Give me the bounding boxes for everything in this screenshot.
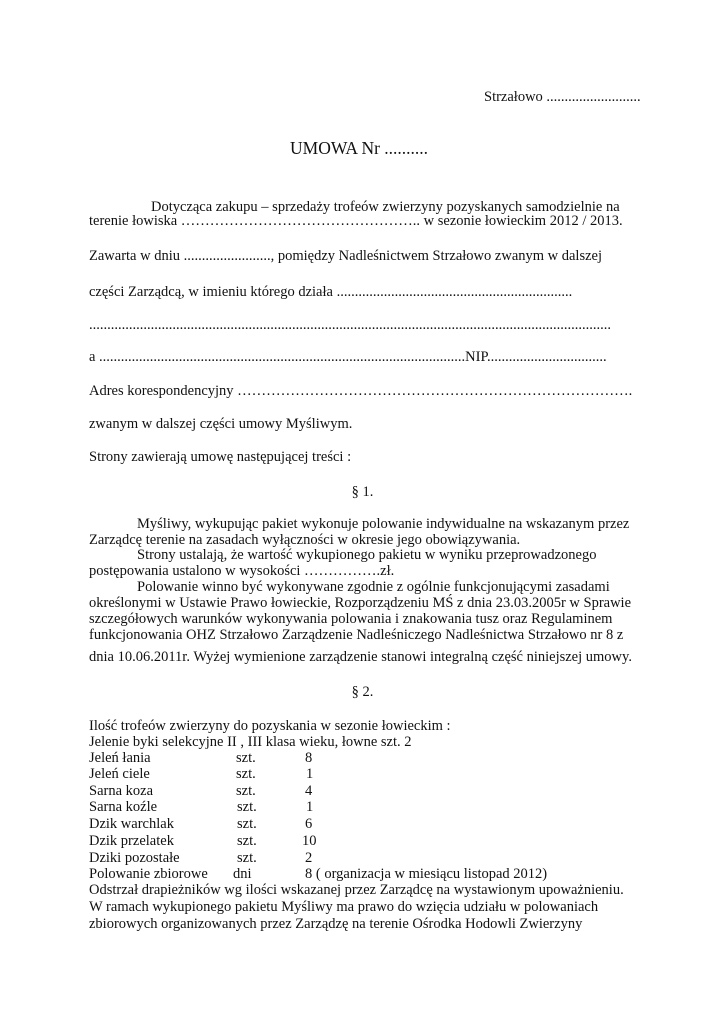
trophy-name: Dzik przelatek — [89, 833, 174, 849]
trophy-intro: Ilość trofeów zwierzyny do pozyskania w sezonie łowieckim : — [89, 718, 451, 734]
trophy-unit: szt. — [236, 750, 256, 766]
trophy-qty: 8 — [305, 750, 313, 766]
trophy-unit: dni — [233, 866, 252, 882]
trophy-qty: 8 ( organizacja w miesiącu listopad 2012) — [305, 866, 548, 882]
section-1-line: określonymi w Ustawie Prawo łowieckie, Rozporządzeniu MŚ z dnia 23.03.2005r w Sprawie — [89, 595, 632, 611]
hunter-definition: zwanym w dalszej części umowy Myśliwym. — [89, 416, 353, 432]
trophy-name: Polowanie zbiorowe — [89, 866, 208, 882]
closing-line: Odstrzał drapieżników wg ilości wskazanej przez Zarządcę na wystawionym upoważnieniu. — [89, 882, 624, 898]
trophy-unit: szt. — [237, 850, 257, 866]
trophy-name: Sarna koza — [89, 783, 154, 799]
section-1-line: postępowania ustalono w wysokości …………….zł. — [89, 563, 395, 579]
trophy-qty: 1 — [306, 799, 314, 815]
trophy-unit: szt. — [237, 816, 257, 832]
intro-line-2: terenie łowiska ………………………………………….. w sezonie łowieckim 2012 / 2013. — [89, 213, 623, 229]
closing-line: zbiorowych organizowanych przez Zarządzę na terenie Ośrodka Hodowli Zwierzyny — [89, 916, 583, 932]
address-line: Adres korespondencyjny ………………………………………………………………………. — [89, 383, 633, 399]
trophy-name: Jeleń łania — [89, 750, 151, 766]
trophy-name: Dziki pozostałe — [89, 850, 180, 866]
section-1-line: Zarządcę terenie na zasadach wyłączności w okresie jego obowiązywania. — [89, 532, 521, 548]
section-1-line: dnia 10.06.2011r. Wyżej wymienione zarządzenie stanowi integralną część niniejszej umowy. — [89, 649, 632, 665]
section-1-line: Myśliwy, wykupując pakiet wykonuje polowanie indywidualne na wskazanym przez — [137, 516, 630, 532]
section-1-line: Polowanie winno być wykonywane zgodnie z ogólnie funkcjonującymi zasadami — [137, 579, 610, 595]
document-title: UMOWA Nr .......... — [290, 138, 429, 158]
trophy-qty: 1 — [306, 766, 314, 782]
trophy-qty: 6 — [305, 816, 313, 832]
trophy-unit: szt. — [237, 833, 257, 849]
section-1-line: Strony ustalają, że wartość wykupionego pakietu w wyniku przeprowadzonego — [137, 547, 597, 563]
parties-line-4: a .....................................................................................................NIP................................. — [89, 349, 607, 365]
parties-line-1: Zawarta w dniu ........................, pomiędzy Nadleśnictwem Strzałowo zwanym w dalszej — [89, 248, 603, 264]
parties-line-2: części Zarządcą, w imieniu którego działa ................................................................. — [89, 284, 573, 300]
trophy-name: Sarna koźle — [89, 799, 158, 815]
trophy-first-row: Jelenie byki selekcyjne II , III klasa wieku, łowne szt. 2 — [89, 734, 412, 750]
section-2-heading: § 2. — [351, 684, 374, 700]
section-1-line: szczegółowych warunków wykonywania polowania i znakowania tusz oraz Regulaminem — [89, 611, 613, 627]
trophy-name: Jeleń ciele — [89, 766, 150, 782]
intro-line-1: Dotycząca zakupu – sprzedaży trofeów zwierzyny pozyskanych samodzielnie na — [151, 199, 620, 215]
trophy-qty: 2 — [305, 850, 313, 866]
trophy-qty: 10 — [302, 833, 317, 849]
trophy-unit: szt. — [236, 766, 256, 782]
section-1-line: funkcjonowania OHZ Strzałowo Zarządzenie Nadleśniczego Nadleśnictwa Strzałowo nr 8 z — [89, 627, 624, 643]
parties-agreement: Strony zawierają umowę następującej treści : — [89, 449, 352, 465]
trophy-name: Dzik warchlak — [89, 816, 174, 832]
trophy-qty: 4 — [305, 783, 313, 799]
trophy-unit: szt. — [237, 799, 257, 815]
closing-line: W ramach wykupionego pakietu Myśliwy ma prawo do wzięcia udziału w polowaniach — [89, 899, 599, 915]
parties-line-3: ................................................................................................................................................ — [89, 317, 611, 333]
trophy-unit: szt. — [236, 783, 256, 799]
place-line: Strzałowo .......................... — [484, 89, 641, 105]
section-1-heading: § 1. — [351, 484, 374, 500]
